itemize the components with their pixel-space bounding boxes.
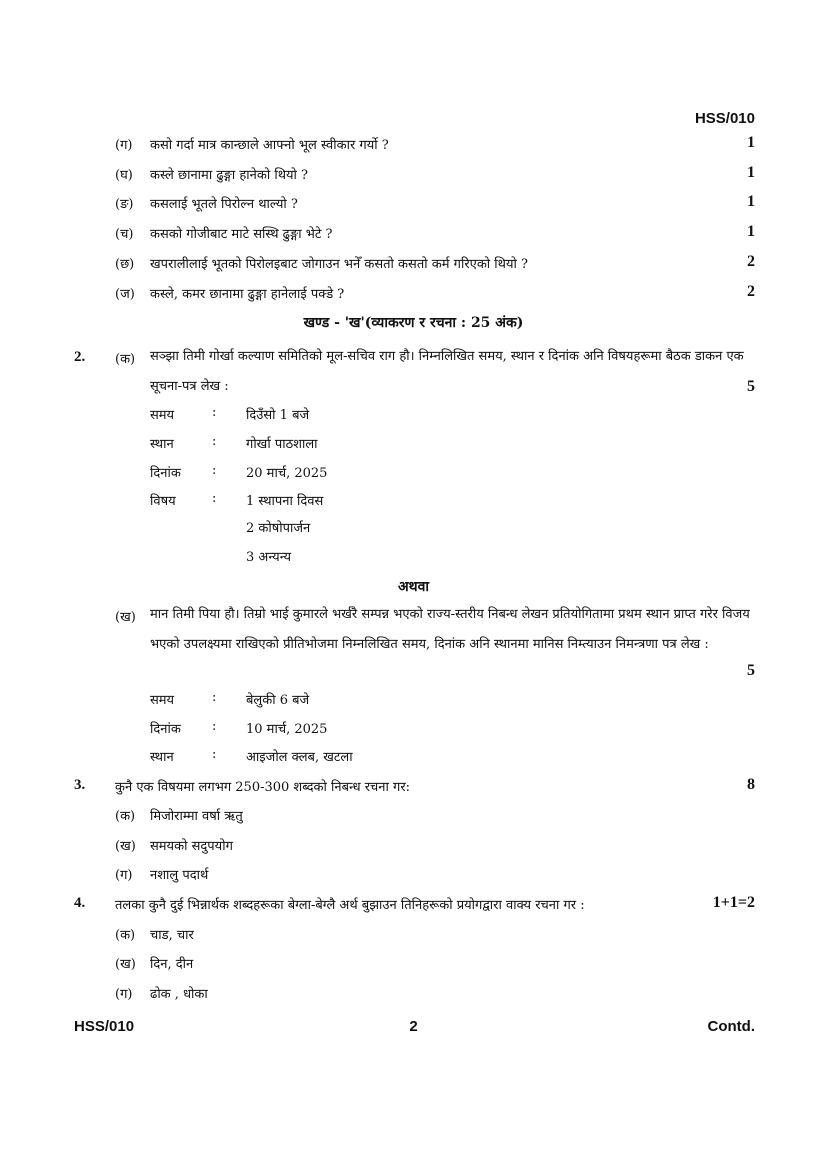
- question-2a-label: (क): [115, 352, 136, 367]
- question-4-text: तलका कुनै दुई भिन्नार्थक शब्दहरूका बेग्ला-बेग्लै अर्थ बुझाउन तिनिहरूको प्रयोगद्वारा वाक्य रचना गर :: [115, 898, 585, 913]
- detail-value: गोर्खा पाठशाला: [246, 437, 318, 452]
- question-2a-extra-2: 3 अन्यन्य: [246, 550, 292, 565]
- question-2b-marks: 5: [747, 662, 755, 679]
- subquestion-marks: 2: [747, 283, 755, 300]
- subquestion-label: (घ): [115, 168, 133, 183]
- question-4-marks: 1+1=2: [712, 894, 755, 911]
- detail-separator: :: [212, 747, 217, 762]
- option-label: (क): [115, 928, 136, 943]
- subquestion-text: कसो गर्दा मात्र कान्छाले आफ्नो भूल स्वीकार गर्यो ?: [150, 138, 389, 153]
- question-3-text: कुनै एक विषयमा लगभग 250-300 शब्दको निबन्ध रचना गर:: [115, 780, 411, 795]
- detail-separator: :: [212, 434, 217, 449]
- detail-key: दिनांक: [150, 722, 181, 737]
- subquestion-text: खपरालीलाई भूतको पिरोलइबाट जोगाउन भनेँ कसतो कसतो कर्म गरिएको थियो ?: [150, 257, 528, 272]
- detail-value: 10 मार्च, 2025: [246, 722, 328, 737]
- subquestion-text: कसलाई भूतले पिरोल्न थाल्यो ?: [150, 197, 298, 212]
- question-2b-text: [150, 600, 756, 660]
- question-3-marks: 8: [747, 776, 755, 793]
- question-2b-body: मान तिमी पिया हौ। तिम्रो भाई कुमारले भर्खरै सम्पन्न भएको राज्य-स्तरीय निबन्ध लेखन प्रतियोगितामा प्रथम स्थान प्राप्त गरेर विजय भएको उपलक्ष्यमा राखिएको प्रीतिभोजमा निम्नलिखित समय, दिनांक अनि स्थानमा मानिस निम्त्याउन निमन्त्रणा पत्र लेख :: [150, 607, 750, 652]
- option-text: चाड, चार: [150, 928, 194, 943]
- detail-key: विषय: [150, 494, 176, 509]
- subquestion-label: (ग): [115, 138, 133, 153]
- footer-code: HSS/010: [74, 1018, 135, 1035]
- footer-contd: Contd.: [707, 1018, 755, 1035]
- question-2a-marks: 5: [747, 378, 755, 395]
- option-label: (ग): [115, 868, 133, 883]
- subquestion-text: कस्ले, कमर छानामा ढुङ्गा हानेलाई पक्डे ?: [150, 287, 345, 302]
- detail-key: समय: [150, 693, 175, 708]
- question-3-number: 3.: [74, 777, 86, 793]
- subquestion-marks: 1: [747, 164, 755, 181]
- detail-separator: :: [212, 463, 217, 478]
- detail-separator: :: [212, 690, 217, 705]
- subquestion-label: (च): [115, 227, 134, 242]
- detail-value: 1 स्थापना दिवस: [246, 494, 324, 509]
- detail-value: बेलुकी 6 बजे: [246, 693, 310, 708]
- question-2a-extra-1: 2 कोषोपार्जन: [246, 521, 311, 536]
- detail-separator: :: [212, 405, 217, 420]
- subquestion-label: (ङ): [115, 197, 134, 212]
- subquestion-marks: 1: [747, 193, 755, 210]
- detail-value: 20 मार्च, 2025: [246, 466, 328, 481]
- option-text: मिजोराम्मा वर्षा ऋतु: [150, 809, 243, 824]
- subquestion-marks: 1: [747, 223, 755, 240]
- subquestion-marks: 1: [747, 134, 755, 151]
- option-text: ढोक , धोका: [150, 987, 208, 1002]
- option-label: (ख): [115, 957, 136, 972]
- section-heading: खण्ड - 'ख'(व्याकरण र रचना : 25 अंक): [303, 315, 524, 331]
- detail-value: दिउँसो 1 बजे: [246, 408, 310, 423]
- question-2a-body: सञ्झा तिमी गोर्खा कल्याण समितिको मूल-सचिव राग हौ। निम्नलिखित समय, स्थान र दिनांक अनि विषयहरूमा बैठक डाकन एक सूचना-पत्र लेख :: [150, 349, 744, 394]
- subquestion-text: कसको गोजीबाट माटे सस्थि ढुङ्गा भेटे ?: [150, 227, 333, 242]
- option-text: समयको सदुपयोग: [150, 839, 233, 854]
- subquestion-label: (ज): [115, 287, 135, 302]
- detail-separator: :: [212, 719, 217, 734]
- detail-key: स्थान: [150, 437, 174, 452]
- subquestion-label: (छ): [115, 257, 135, 272]
- page-number: 2: [409, 1018, 418, 1035]
- question-4-number: 4.: [74, 895, 86, 911]
- option-text: नशालु पदार्थ: [150, 868, 209, 883]
- detail-key: स्थान: [150, 750, 174, 765]
- subquestion-marks: 2: [747, 253, 755, 270]
- or-separator: अथवा: [397, 579, 430, 595]
- question-2b-label: (ख): [115, 610, 136, 625]
- detail-value: आइजोल क्लब, खटला: [246, 750, 353, 765]
- question-2-number: 2.: [74, 349, 86, 365]
- option-text: दिन, दीन: [150, 957, 194, 972]
- detail-key: दिनांक: [150, 466, 181, 481]
- detail-separator: :: [212, 491, 217, 506]
- header-code: HSS/010: [694, 110, 755, 127]
- question-2a-text: [150, 342, 756, 402]
- detail-key: समय: [150, 408, 175, 423]
- subquestion-text: कस्ले छानामा ढुङ्गा हानेको थियो ?: [150, 168, 309, 183]
- option-label: (ग): [115, 987, 133, 1002]
- option-label: (क): [115, 809, 136, 824]
- option-label: (ख): [115, 839, 136, 854]
